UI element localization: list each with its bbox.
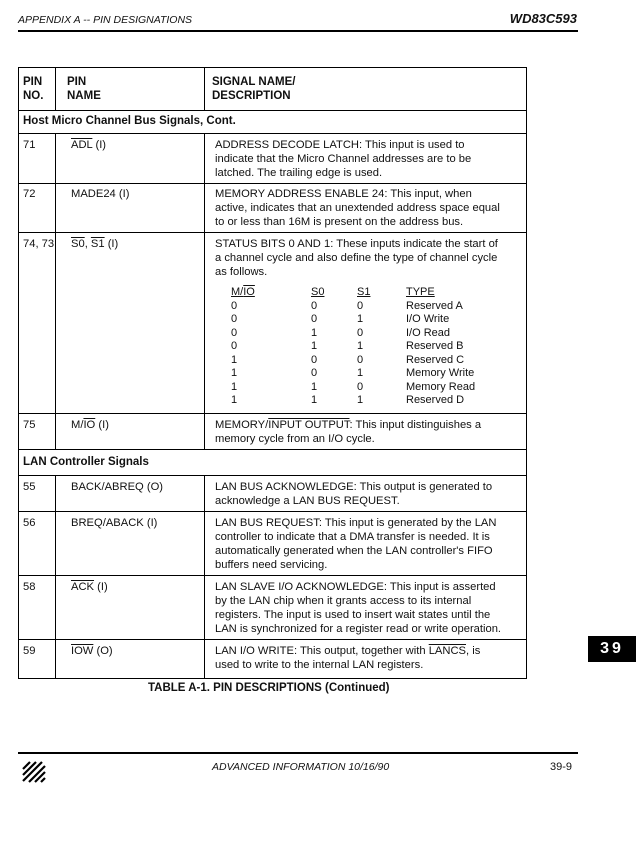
col-header-pin-name: PIN NAME (67, 76, 101, 102)
row-divider (19, 475, 526, 476)
pin-no-55: 55 (23, 481, 36, 493)
header-rule (18, 30, 578, 32)
status-header-type: TYPE (406, 286, 435, 298)
pin-table (18, 67, 527, 679)
row-divider (19, 511, 526, 512)
header-right: WD83C593 (509, 11, 577, 26)
header-left: APPENDIX A -- PIN DESIGNATIONS (18, 14, 193, 26)
status-col-s1: S1 0 1 0 1 0 1 0 1 (357, 286, 371, 406)
section-lan-title: LAN Controller Signals (23, 456, 149, 468)
desc-iow: LAN I/O WRITE: This output, together with LANCS, is used to write to the internal LAN registers. (215, 645, 481, 671)
col-divider (55, 133, 56, 449)
pin-no-74-73: 74, 73 (23, 238, 55, 250)
desc-back: LAN BUS ACKNOWLEDGE: This output is generated to acknowledge a LAN BUS REQUEST. (215, 481, 493, 507)
desc-adl: ADDRESS DECODE LATCH: This input is used to indicate that the Micro Channel addresses are to be latched. The trailing edge is used. (215, 139, 472, 179)
desc-made24: MEMORY ADDRESS ENABLE 24: This input, when active, indicates that an unextended address space equal to or less than 16M is present on the address bus. (215, 188, 500, 228)
row-divider (19, 575, 526, 576)
table-caption: TABLE A-1. PIN DESCRIPTIONS (Continued) (148, 682, 390, 694)
pin-no-59: 59 (23, 645, 36, 657)
status-header-mio: M/IO (231, 286, 255, 298)
footer-text: ADVANCED INFORMATION 10/16/90 (212, 761, 390, 773)
status-header-s0: S0 (311, 286, 325, 298)
pin-name-breq: BREQ/ABACK (I) (71, 517, 158, 529)
pin-name-back: BACK/ABREQ (O) (71, 481, 164, 493)
row-divider (19, 413, 526, 414)
pin-no-58: 58 (23, 581, 36, 593)
col-header-pin-no: PIN NO. (23, 76, 44, 102)
col-divider (204, 133, 205, 449)
status-header-s1: S1 (357, 286, 371, 298)
pin-name-mio: $M/\overline{IO}$ (I) (71, 419, 109, 431)
pin-name-adl: $\overline{ADL}$ (I) (71, 139, 107, 151)
status-col-type: TYPE Reserved A I/O Write I/O Read Reserved B Reserved C Memory Write Memory Read Reserved D (406, 286, 476, 406)
pin-no-75: 75 (23, 419, 36, 431)
col-header-signal: SIGNAL NAME/ DESCRIPTION (212, 76, 296, 102)
pin-name-ack: $\overline{ACK}$ (I) (71, 581, 108, 593)
status-col-s0: S0 0 0 1 1 0 0 1 1 (311, 286, 325, 406)
col-divider (55, 68, 56, 110)
desc-mio: MEMORY/INPUT OUTPUT: This input distinguishes a memory cycle from an I/O cycle. (215, 419, 482, 445)
wd-logo-icon (22, 761, 46, 788)
desc-status: STATUS BITS 0 AND 1: These inputs indicate the start of a channel cycle and also define the type of channel cycle as follows. (215, 238, 498, 278)
row-divider (19, 639, 526, 640)
pin-no-56: 56 (23, 517, 36, 529)
section-tab: 39 (588, 636, 636, 662)
desc-ack: LAN SLAVE I/O ACKNOWLEDGE: This input is asserted by the LAN chip when it grants access to its internal registers. The input is used to insert wait states until the LAN is synchronized for a register read or write operation. (215, 581, 502, 635)
row-divider (19, 232, 526, 233)
col-divider (204, 475, 205, 678)
page-number: 39-9 (550, 761, 573, 773)
row-divider (19, 133, 526, 134)
row-divider (19, 449, 526, 450)
footer-rule (18, 752, 578, 754)
row-divider (19, 110, 526, 111)
pin-name-iow: $\overline{IOW}$ (O) (71, 645, 113, 657)
pin-name-status: S0, S1 (I) (71, 238, 119, 250)
status-col-mio: M/IO 0 0 0 0 1 1 1 1 (231, 286, 255, 406)
pin-name-made24: MADE24 (I) (71, 188, 130, 200)
row-divider (19, 183, 526, 184)
desc-breq: LAN BUS REQUEST: This input is generated by the LAN controller to indicate that a DMA transfer is needed. It is automatically generated when the LAN controller's FIFO buffers need servicing. (215, 517, 497, 571)
col-divider (204, 68, 205, 110)
pin-no-72: 72 (23, 188, 36, 200)
section-host-title: Host Micro Channel Bus Signals, Cont. (23, 115, 236, 127)
col-divider (55, 475, 56, 678)
pin-no-71: 71 (23, 139, 36, 151)
